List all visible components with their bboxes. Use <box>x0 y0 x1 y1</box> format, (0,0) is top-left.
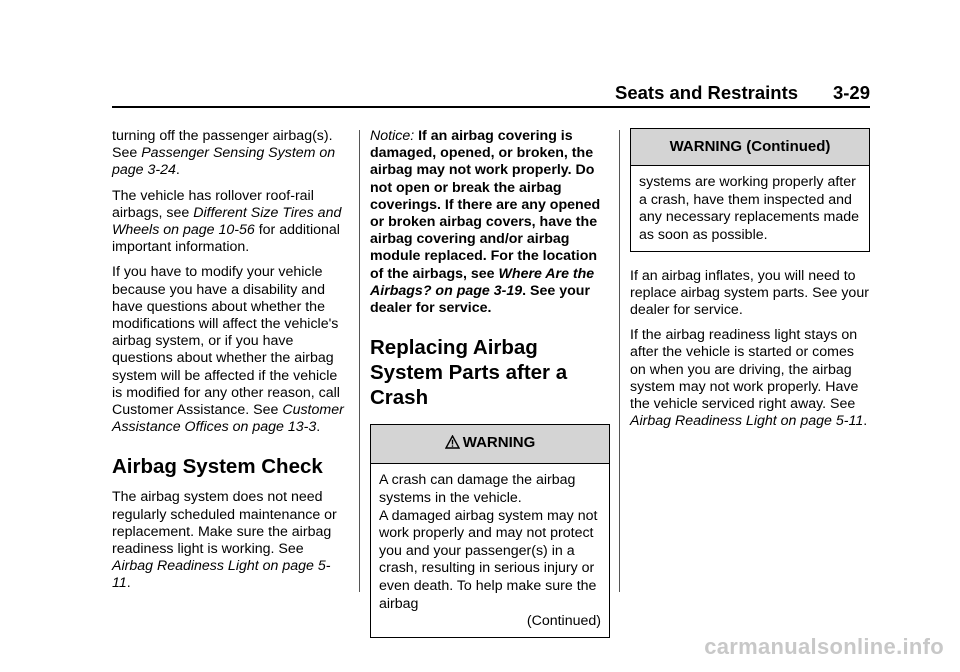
warning-header: WARNING (Continued) <box>631 129 869 166</box>
paragraph-system-check <box>112 489 348 592</box>
warning-text: A crash can damage the airbag systems in the vehicle. <box>379 472 576 507</box>
warning-box-continued <box>630 128 870 252</box>
paragraph-rollover <box>112 188 348 257</box>
section-heading-replacing-parts: Replacing Airbag System Parts after a Crash <box>370 336 568 410</box>
page-header <box>615 82 870 104</box>
paragraph-text: The vehicle has rollover roof-rail airbags, see <box>112 187 314 221</box>
column-divider-2 <box>619 130 620 592</box>
cross-reference-link[interactable]: Different Size Tires and Wheels on page 10-56 <box>112 204 342 239</box>
warning-text: systems are working properly after a crash, have them inspected and any necessary replacements made as soon as possible. <box>639 174 860 243</box>
paragraph-modify-vehicle <box>112 264 348 436</box>
paragraph-text: . <box>863 413 868 430</box>
page-number: 3-29 <box>832 82 870 103</box>
header-rule <box>112 106 870 108</box>
section-heading-system-check: Airbag System Check <box>112 455 323 479</box>
paragraph-text: If you have to modify your vehicle because you have a disability and have questions about whether the modifications will affect the vehicle's airbag system, or if you have questions about whether the airbag system will be affected if the vehicle is modified for any other reason, call Customer Assistance. See <box>112 264 340 419</box>
cross-reference-link[interactable]: Passenger Sensing System on page 3-24 <box>112 145 336 179</box>
section-title: Seats and Restraints <box>615 82 799 103</box>
cross-reference-link[interactable]: Where Are the Airbags? on page 3-19 <box>370 265 595 299</box>
warning-box <box>370 424 610 638</box>
column-divider-1 <box>359 130 360 592</box>
cross-reference-link[interactable]: Airbag Readiness Light on page 5-11 <box>112 558 331 592</box>
continued-label: (Continued) <box>526 613 601 630</box>
paragraph-text: turning off the passenger airbag(s). See <box>112 128 333 162</box>
cross-reference-link[interactable]: Airbag Readiness Light on page 5-11 <box>630 413 864 430</box>
paragraph-text: If the airbag readiness light stays on after the vehicle is started or comes on when you are driving, the airbag system may not work properly. Have the vehicle serviced right away. See <box>630 327 859 412</box>
paragraph-text: . <box>175 162 180 179</box>
notice-text: . See your dealer for service. <box>370 282 590 317</box>
paragraph-airbag-inflates: If an airbag inflates, you will need to replace airbag system parts. See your dealer for service. <box>630 267 869 318</box>
paragraph-readiness-light <box>630 327 870 430</box>
warning-header <box>371 425 609 464</box>
notice-label: Notice: <box>370 128 415 144</box>
paragraph-text: . <box>316 419 321 436</box>
cross-reference-link[interactable]: Customer Assistance Offices on page 13-3 <box>112 402 344 436</box>
watermark: carmanualsonline.info <box>704 634 944 659</box>
column-1 <box>112 128 348 601</box>
notice-text: If an airbag covering is damaged, opened, or broken, the airbag may not work properly. Do not open or break the airbag coverings. If there are any opened or broken airbag covers, have the airbag covering and/or airbag module replaced. For the location of the airbags, see <box>370 128 601 282</box>
paragraph-text: . <box>126 575 131 592</box>
warning-text: A damaged airbag system may not work properly and may not protect you and your passenger(s) in a crash, resulting in serious injury or even death. To help make sure the airbag <box>379 507 598 612</box>
notice-block <box>370 128 610 317</box>
warning-body <box>631 166 869 250</box>
warning-title: WARNING <box>462 434 536 452</box>
column-2 <box>370 128 610 638</box>
paragraph-text: The airbag system does not need regularly scheduled maintenance or replacement. Make sure the airbag readiness light is working. See <box>112 489 337 558</box>
column-3 <box>630 128 870 438</box>
warning-body <box>371 464 609 636</box>
paragraph-passenger-airbag <box>112 128 348 180</box>
warning-triangle-icon <box>445 435 460 453</box>
paragraph-text: for additional important information. <box>112 222 340 256</box>
